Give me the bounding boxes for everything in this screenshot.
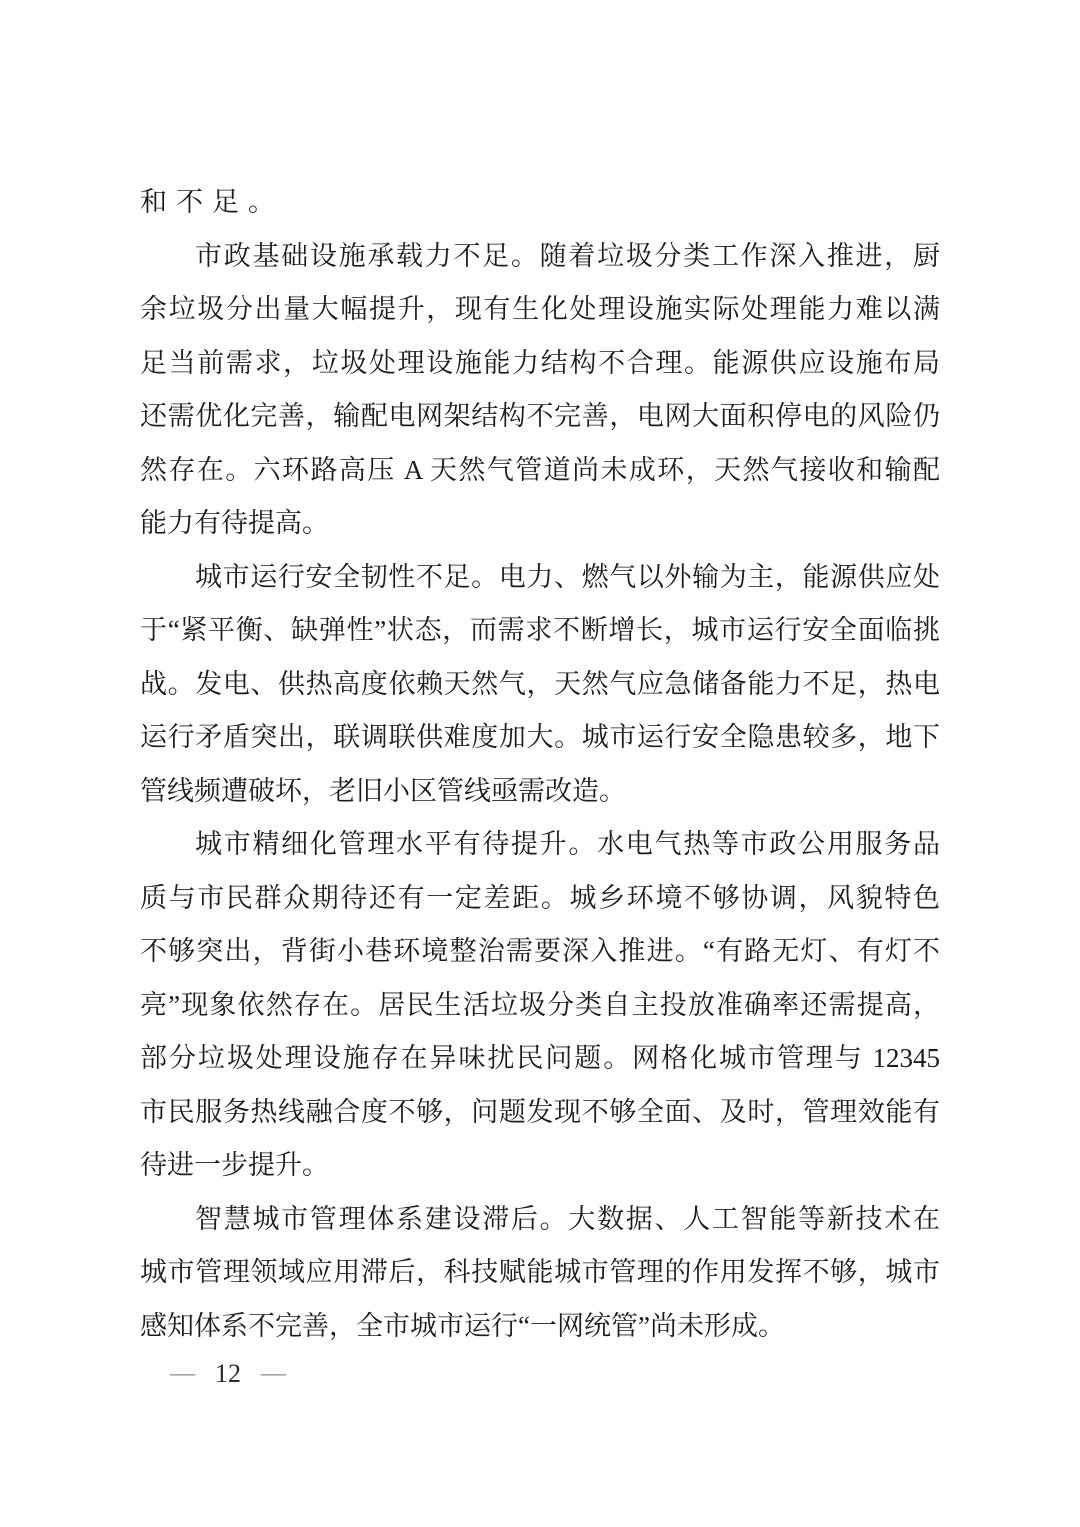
text-line: 市政基础设施承载力不足。随着垃圾分类工作深入推进，厨 — [195, 240, 940, 271]
text-line: 城市管理领域应用滞后，科技赋能城市管理的作用发挥不够，城市 — [140, 1257, 940, 1287]
text-line: 部分垃圾处理设施存在异味扰民问题。网格化城市管理与 12345 — [140, 1043, 940, 1073]
page-number: 12 — [215, 1359, 241, 1388]
text-line: 感知体系不完善，全市城市运行“一网统管”尚未形成。 — [140, 1310, 785, 1341]
footer-dash-right: — — [261, 1360, 286, 1387]
text-line: 待进一步提升。 — [140, 1150, 329, 1180]
page-footer — [170, 1358, 286, 1390]
text-line: 然存在。六环路高压 A 天然气管道尚未成环，天然气接收和输配 — [140, 454, 940, 485]
text-line: 亮”现象依然存在。居民生活垃圾分类自主投放准确率还需提高， — [140, 989, 940, 1020]
text-line: 足当前需求，垃圾处理设施能力结构不合理。能源供应设施布局 — [140, 347, 940, 378]
text-line: 和不足。 — [140, 187, 284, 217]
document-body — [140, 176, 940, 1353]
footer-dash-left: — — [170, 1360, 195, 1387]
text-line: 城市精细化管理水平有待提升。水电气热等市政公用服务品 — [195, 829, 940, 859]
text-line: 市民服务热线融合度不够，问题发现不够全面、及时，管理效能有 — [140, 1096, 940, 1127]
text-line: 质与市民群众期待还有一定差距。城乡环境不够协调，风貌特色 — [140, 882, 940, 913]
text-line: 战。发电、供热高度依赖天然气，天然气应急储备能力不足，热电 — [140, 668, 940, 699]
text-line: 还需优化完善，输配电网架结构不完善，电网大面积停电的风险仍 — [140, 401, 940, 431]
text-line: 能力有待提高。 — [140, 508, 329, 538]
text-line: 管线频遭破坏，老旧小区管线亟需改造。 — [140, 775, 626, 806]
text-line: 于“紧平衡、缺弹性”状态，而需求不断增长，城市运行安全面临挑 — [140, 615, 940, 645]
text-line: 智慧城市管理体系建设滞后。大数据、人工智能等新技术在 — [195, 1203, 940, 1234]
text-line: 城市运行安全韧性不足。电力、燃气以外输为主，能源供应处 — [195, 561, 940, 592]
text-line: 运行矛盾突出，联调联供难度加大。城市运行安全隐患较多，地下 — [140, 722, 940, 752]
text-line: 不够突出，背街小巷环境整治需要深入推进。“有路无灯、有灯不 — [140, 936, 940, 966]
text-line: 余垃圾分出量大幅提升，现有生化处理设施实际处理能力难以满 — [140, 294, 940, 324]
